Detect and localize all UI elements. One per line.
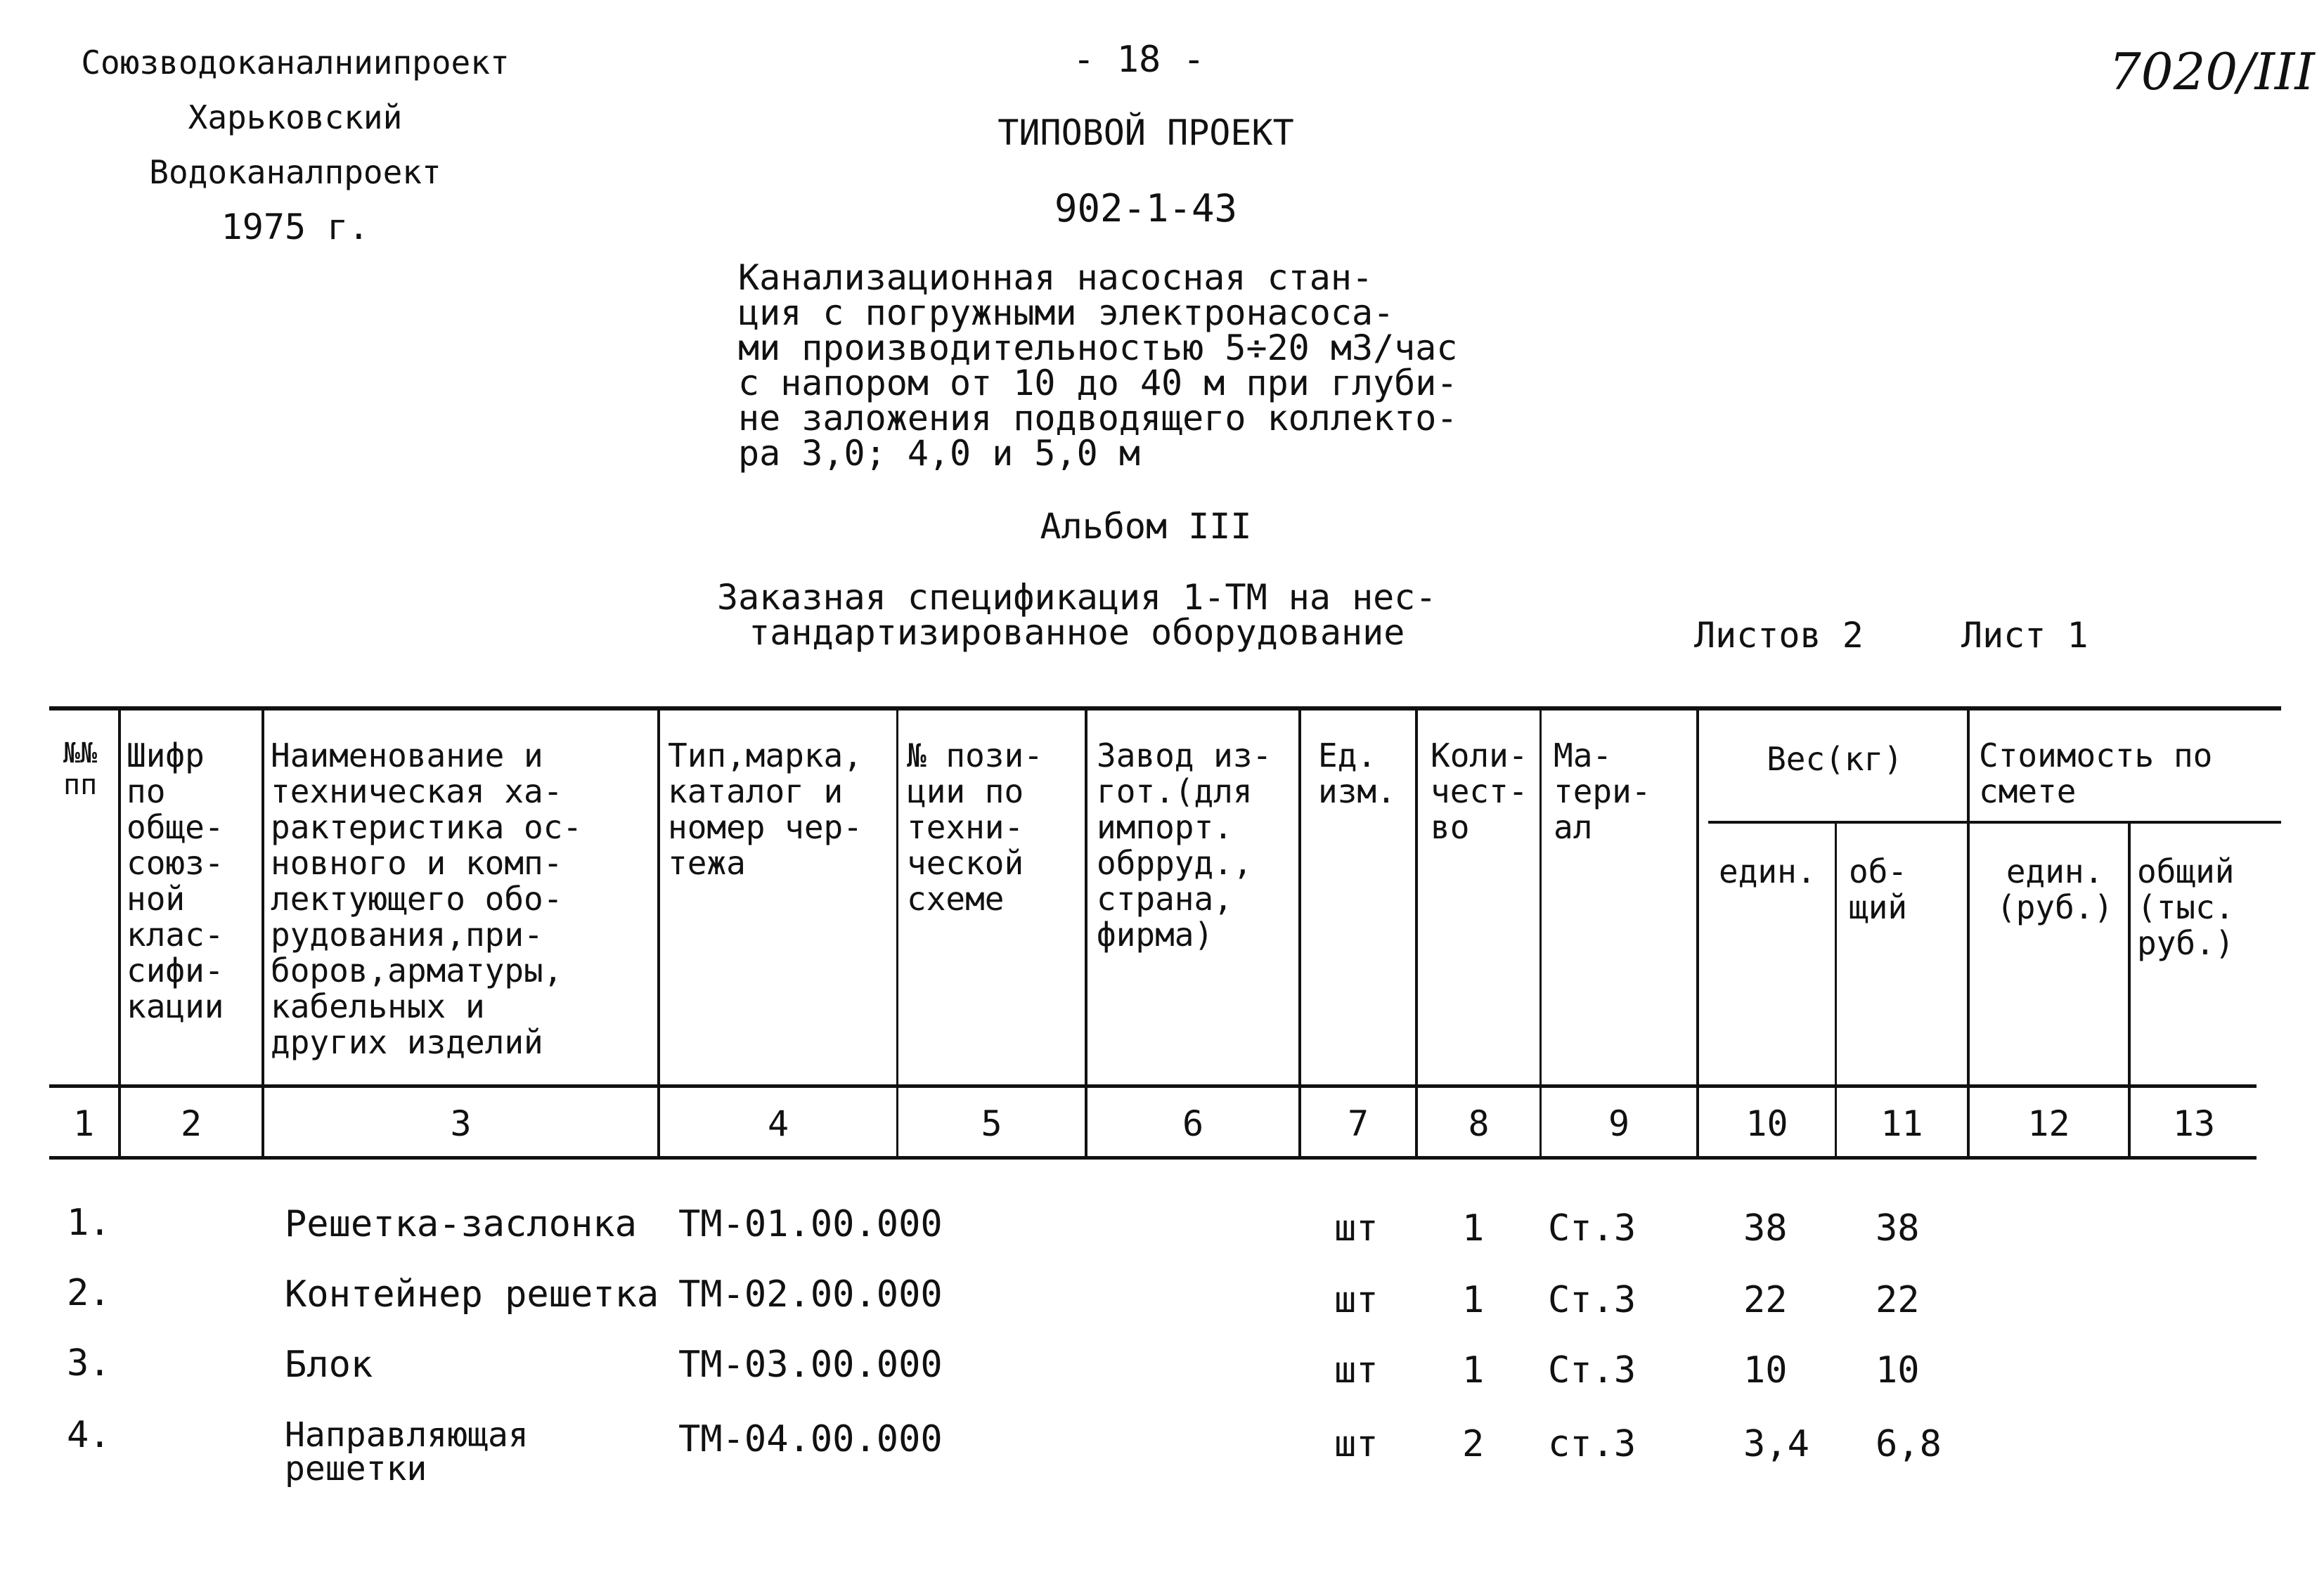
- page-number: - 18 -: [1073, 39, 1205, 81]
- item-type: ТМ-02.00.000: [678, 1273, 943, 1316]
- column-number: 4: [767, 1103, 789, 1144]
- col-divider-4: [896, 710, 898, 1160]
- item-weight-total: 6,8: [1876, 1423, 1942, 1465]
- item-unit: шт: [1334, 1279, 1379, 1321]
- project-number: 902-1-43: [1054, 186, 1238, 231]
- item-unit: шт: [1334, 1423, 1379, 1465]
- header-bottom-border: [49, 1084, 2257, 1088]
- item-weight-unit: 10: [1743, 1349, 1788, 1391]
- item-material: ст.3: [1548, 1423, 1637, 1465]
- item-unit: шт: [1334, 1349, 1379, 1391]
- item-name: Блок: [285, 1344, 373, 1386]
- row-number: 2.: [67, 1272, 111, 1314]
- header-row-number: №№ пп: [63, 737, 98, 801]
- item-type: ТМ-04.00.000: [678, 1418, 943, 1460]
- item-material: Ст.3: [1548, 1207, 1637, 1250]
- column-number: 1: [72, 1103, 95, 1144]
- org-name-line-3: Водоканалпроект: [149, 153, 441, 191]
- header-weight-unit: един.: [1719, 852, 1816, 890]
- column-number: 6: [1182, 1103, 1204, 1144]
- item-weight-unit: 38: [1743, 1207, 1788, 1250]
- sheet-current: Лист 1: [1961, 615, 2089, 656]
- project-description: Канализационная насосная стан- ция с погружными электронасоса- ми производительностью 5÷20 м3/час с напором от 10 до 40 м при глуби- не заложения подводящего коллекто- ра 3,0; 4,0 и 5,0 м: [738, 257, 1458, 474]
- header-weight: Вес(кг): [1767, 740, 1903, 778]
- col-divider-8: [1539, 710, 1542, 1160]
- column-number: 11: [1880, 1103, 1923, 1144]
- item-quantity: 1: [1462, 1349, 1485, 1391]
- row-number: 1.: [67, 1202, 111, 1244]
- header-weight-total: об- щий: [1849, 852, 1908, 926]
- specification-title: Заказная спецификация 1-ТМ на нес- тандартизированное оборудование: [717, 577, 1437, 653]
- item-weight-unit: 3,4: [1743, 1423, 1809, 1465]
- item-weight-total: 38: [1876, 1207, 1920, 1250]
- item-name: Направляющая решетки: [285, 1415, 529, 1488]
- header-manufacturer: Завод из- гот.(для импорт. обрруд., страна, фирма): [1097, 736, 1272, 954]
- item-weight-unit: 22: [1743, 1279, 1788, 1321]
- item-quantity: 1: [1462, 1207, 1485, 1250]
- col-divider-5: [1085, 710, 1087, 1160]
- column-number: 3: [450, 1103, 472, 1144]
- column-number: 2: [180, 1103, 202, 1144]
- org-name-line-2: Харьковский: [188, 98, 403, 136]
- header-unit: Ед. изм.: [1318, 736, 1396, 810]
- header-type: Тип,марка, каталог и номер чер- тежа: [668, 736, 863, 882]
- header-cost: Стоимость по смете: [1979, 736, 2213, 810]
- item-unit: шт: [1334, 1207, 1379, 1250]
- item-weight-total: 22: [1876, 1279, 1920, 1321]
- header-cost-total: общий (тыс. руб.): [2137, 852, 2235, 962]
- column-number: 13: [2172, 1103, 2216, 1144]
- col-divider-6: [1298, 710, 1301, 1160]
- column-number: 12: [2027, 1103, 2070, 1144]
- org-year: 1975 г.: [221, 207, 370, 247]
- row-number: 4.: [67, 1414, 111, 1456]
- column-number: 9: [1608, 1103, 1630, 1144]
- document-code: 7020/III: [2109, 42, 2315, 101]
- col-divider-7: [1415, 710, 1418, 1160]
- item-material: Ст.3: [1548, 1349, 1637, 1391]
- col-divider-9: [1696, 710, 1699, 1160]
- col-divider-11: [1967, 710, 1970, 1160]
- col-divider-2: [262, 710, 264, 1160]
- header-cost-unit: един. (руб.): [1996, 852, 2114, 926]
- header-name: Наименование и техническая ха- рактеристика ос- новного и комп- лектующего обо- рудования,при- боров,арматуры, кабельных и других изделий: [271, 736, 583, 1061]
- table-top-border: [49, 706, 2281, 710]
- item-type: ТМ-03.00.000: [678, 1344, 943, 1386]
- subheader-divider: [1708, 821, 2281, 824]
- item-name: Контейнер решетка: [285, 1273, 659, 1316]
- col-divider-1: [118, 710, 121, 1160]
- row-number: 3.: [67, 1342, 111, 1384]
- org-name-line-1: Союзводоканалниипроект: [81, 44, 510, 82]
- column-number: 8: [1468, 1103, 1490, 1144]
- album-label: Альбом III: [1040, 506, 1252, 547]
- col-divider-3: [657, 710, 660, 1160]
- sheets-total: Листов 2: [1694, 615, 1864, 656]
- item-type: ТМ-01.00.000: [678, 1203, 943, 1245]
- header-position: № пози- ции по техни- ческой схеме: [907, 736, 1043, 918]
- column-numbers-bottom-border: [49, 1156, 2257, 1160]
- project-type: ТИПОВОЙ ПРОЕКТ: [998, 112, 1294, 153]
- item-material: Ст.3: [1548, 1279, 1637, 1321]
- item-quantity: 2: [1462, 1423, 1485, 1465]
- column-number: 7: [1347, 1103, 1369, 1144]
- item-weight-total: 10: [1876, 1349, 1920, 1391]
- column-number: 5: [981, 1103, 1002, 1144]
- header-material: Ма- тери- ал: [1554, 736, 1651, 846]
- item-name: Решетка-заслонка: [285, 1203, 637, 1245]
- header-quantity: Коли- чест- во: [1431, 736, 1528, 846]
- column-number: 10: [1745, 1103, 1788, 1144]
- item-quantity: 1: [1462, 1279, 1485, 1321]
- header-classification-code: Шифр по обще- союз- ной клас- сифи- кации: [127, 736, 224, 1025]
